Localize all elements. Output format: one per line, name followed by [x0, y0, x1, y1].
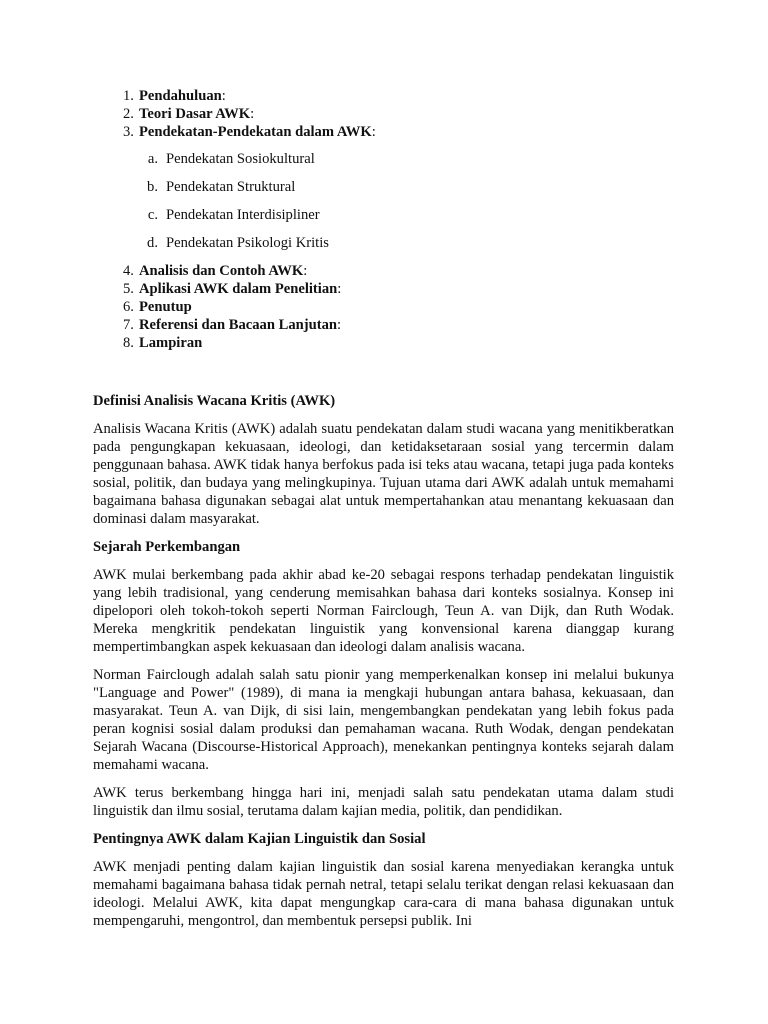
toc-subitem-text: Pendekatan Interdisipliner	[166, 207, 320, 223]
toc-subitem-text: Pendekatan Psikologi Kritis	[166, 235, 329, 251]
section-heading-pentingnya: Pentingnya AWK dalam Kajian Linguistik dan Sosial	[93, 831, 426, 847]
toc-title: Aplikasi AWK dalam Penelitian	[139, 281, 338, 297]
toc-title: Pendahuluan	[139, 88, 222, 104]
paragraph: AWK menjadi penting dalam kajian linguistik dan sosial karena menyediakan kerangka untuk memahami bagaimana bahasa tidak pernah netral, tetapi selalu terikat dengan relasi kekuasaan dan ideologi. Melalui AWK, kita dapat mengungkap cara-cara di mana bahasa digunakan untuk mempengaruhi, mengontrol, dan membentuk persepsi publik. Ini	[93, 859, 674, 929]
toc-title: Pendekatan-Pendekatan dalam AWK	[139, 124, 372, 140]
toc-number: 4.	[123, 263, 134, 279]
paragraph: AWK mulai berkembang pada akhir abad ke-20 sebagai respons terhadap pendekatan linguistik yang lebih tradisional, yang cenderung memisahkan bahasa dari konteks sosialnya. Konsep ini dipelopori oleh tokoh-tokoh seperti Norman Fairclough, Teun A. van Dijk, dan Ruth Wodak. Mereka mengkritik pendekatan linguistik yang konvensional karena dianggap kurang mempertimbangkan aspek kekuasaan dan ideologi dalam analisis wacana.	[93, 567, 674, 655]
toc-subitem	[93, 178, 674, 196]
toc-item	[93, 105, 674, 123]
toc-title: Penutup	[139, 299, 192, 315]
toc-suffix: :	[303, 263, 308, 279]
toc-suffix: :	[221, 88, 226, 104]
toc-item	[93, 123, 674, 141]
toc-title: Teori Dasar AWK	[139, 106, 251, 122]
toc-subitem-letter: b.	[147, 179, 158, 195]
paragraph: AWK terus berkembang hingga hari ini, menjadi salah satu pendekatan utama dalam studi linguistik dan ilmu sosial, terutama dalam kajian media, politik, dan pendidikan.	[93, 785, 674, 819]
toc-subitem-text: Pendekatan Struktural	[166, 179, 296, 195]
toc-item	[93, 316, 674, 334]
section-heading-definisi: Definisi Analisis Wacana Kritis (AWK)	[93, 393, 336, 409]
toc-number: 6.	[123, 299, 134, 315]
paragraph: Analisis Wacana Kritis (AWK) adalah suatu pendekatan dalam studi wacana yang menitikberatkan pada pengungkapan kekuasaan, ideologi, dan ketidaksetaraan sosial yang tercermin dalam penggunaan bahasa. AWK tidak hanya berfokus pada isi teks atau wacana, tetapi juga pada konteks sosial, politik, dan budaya yang melingkupinya. Tujuan utama dari AWK adalah untuk memahami bagaimana bahasa digunakan sebagai alat untuk mempertahankan atau menantang kekuasaan dan dominasi dalam masyarakat.	[93, 421, 674, 527]
toc-suffix: :	[250, 106, 255, 122]
section-heading-sejarah: Sejarah Perkembangan	[93, 539, 241, 555]
toc-item	[93, 87, 674, 105]
toc-subitem-letter: d.	[147, 235, 158, 251]
toc-number: 8.	[123, 335, 134, 351]
toc-item	[93, 334, 674, 352]
toc-number: 2.	[123, 106, 134, 122]
toc-subitem	[93, 150, 674, 168]
toc-suffix: :	[337, 317, 342, 333]
toc-suffix: :	[371, 124, 376, 140]
toc-subitem-letter: a.	[147, 151, 158, 167]
toc-title: Analisis dan Contoh AWK	[139, 263, 304, 279]
toc-number: 7.	[123, 317, 134, 333]
toc-sublist	[93, 150, 674, 252]
paragraph: Norman Fairclough adalah salah satu pionir yang memperkenalkan konsep ini melalui bukunya "Language and Power" (1989), di mana ia mengkaji hubungan antara bahasa, kekuasaan, dan masyarakat. Teun A. van Dijk, di sisi lain, mengembangkan pendekatan yang lebih fokus pada peran kognisi sosial dalam produksi dan pemahaman wacana. Ruth Wodak, dengan pendekatan Sejarah Wacana (Discourse-Historical Approach), menekankan pentingnya konteks sejarah dalam memahami wacana.	[93, 667, 674, 773]
toc-item	[93, 262, 674, 280]
toc-item	[93, 298, 674, 316]
document-content	[93, 87, 674, 930]
toc-number: 5.	[123, 281, 134, 297]
toc-subitem	[93, 206, 674, 224]
toc-list	[93, 87, 674, 352]
toc-title: Referensi dan Bacaan Lanjutan	[139, 317, 337, 333]
toc-suffix: :	[337, 281, 342, 297]
toc-number: 3.	[123, 124, 134, 140]
toc-subitem	[93, 234, 674, 252]
toc-item	[93, 280, 674, 298]
toc-number: 1.	[123, 88, 134, 104]
toc-title: Lampiran	[139, 335, 203, 351]
toc-subitem-letter: c.	[147, 207, 158, 223]
toc-subitem-text: Pendekatan Sosiokultural	[166, 151, 315, 167]
